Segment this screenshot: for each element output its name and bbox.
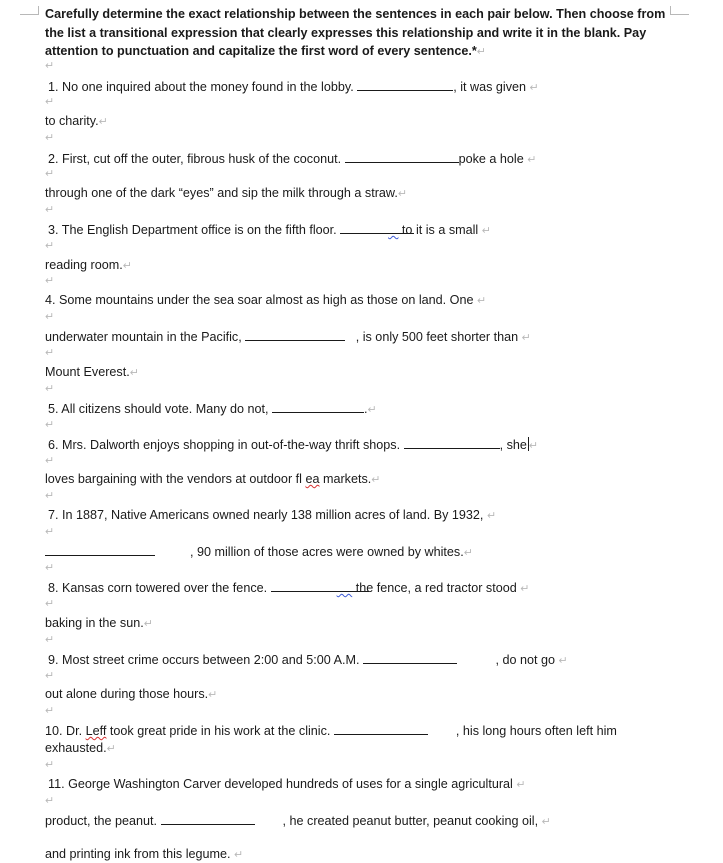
page-margin-corner-left [20, 6, 39, 15]
item-4-text-mid: underwater mountain in the Pacific, [45, 330, 246, 344]
item-6-blank[interactable] [404, 436, 500, 449]
item-11-line-3 [45, 846, 243, 862]
item-3-line-2 [45, 257, 132, 273]
paragraph-mark: ↵ [529, 82, 539, 94]
item-4-line-2 [45, 328, 531, 344]
paragraph-mark: ↵ [481, 225, 491, 237]
item-1-text-end: to charity. [45, 114, 99, 128]
paragraph-mark: ↵ [45, 598, 55, 610]
item-2-blank[interactable] [345, 150, 459, 163]
paragraph-mark: ↵ [397, 188, 408, 200]
item-11-text-mid: product, the peanut. [45, 814, 161, 828]
item-1-line-1 [48, 78, 539, 94]
item-11-text-after: , he created peanut butter, peanut cooking oil, [282, 814, 539, 828]
item-6-text-end-1: loves bargaining with the vendors at outdoor fl [45, 472, 302, 486]
item-4-text: 4. Some mountains under the sea soar almost as high as those on land. One [45, 293, 474, 307]
item-1-text: 1. No one inquired about the money found in the lobby. [48, 80, 358, 94]
item-11-text: 11. George Washington Carver developed hundreds of uses for a single agricultural [48, 777, 513, 791]
item-4-line-3 [45, 364, 139, 380]
item-6-line-2 [45, 471, 380, 487]
item-6-text-end-2: markets. [319, 472, 372, 486]
paragraph-mark: ↵ [45, 455, 55, 467]
item-10-flagged-word: Leff [85, 724, 107, 738]
item-4-text-after: , is only 500 feet shorter than [355, 330, 519, 344]
paragraph-mark: ↵ [463, 547, 473, 559]
item-9-text-after: , do not go [495, 653, 556, 667]
item-9-text-end: out alone during those hours. [45, 687, 209, 701]
item-6-line-1 [48, 436, 538, 452]
item-9-line-1 [48, 651, 568, 667]
instructions-paragraph [45, 5, 685, 62]
paragraph-mark: ↵ [45, 795, 55, 807]
paragraph-mark: ↵ [234, 849, 244, 861]
paragraph-mark: ↵ [45, 168, 55, 180]
item-3-text-after: to it is a small [398, 223, 479, 237]
item-11-line-1 [48, 776, 526, 792]
item-3-flagged-word [388, 230, 398, 236]
paragraph-mark: ↵ [45, 96, 55, 108]
paragraph-mark: ↵ [558, 655, 568, 667]
item-10-blank[interactable] [334, 722, 428, 735]
item-2-line-2 [45, 185, 407, 201]
paragraph-mark: ↵ [208, 689, 218, 701]
paragraph-mark: ↵ [520, 583, 530, 595]
paragraph-mark: ↵ [528, 440, 539, 452]
item-2-line-1 [48, 150, 536, 166]
paragraph-mark: ↵ [45, 526, 55, 538]
item-5-line-1 [48, 400, 377, 416]
item-10-text-end: exhausted. [45, 741, 107, 755]
paragraph-mark: ↵ [527, 154, 537, 166]
paragraph-mark: ↵ [45, 705, 55, 717]
item-10-line-2 [45, 740, 116, 756]
item-7-line-1 [48, 507, 496, 523]
item-3-text: 3. The English Department office is on the fifth floor. [48, 223, 341, 237]
paragraph-mark: ↵ [106, 743, 116, 755]
paragraph-mark: ↵ [45, 419, 55, 431]
paragraph-mark: ↵ [541, 816, 551, 828]
item-10-text-1: 10. Dr. [45, 724, 86, 738]
item-8-line-1 [48, 579, 529, 595]
item-6-flagged-word: ea [305, 472, 320, 486]
item-8-text-after: the fence, a red tractor stood [352, 581, 517, 595]
item-5-text-after: . [364, 402, 368, 416]
paragraph-mark: ↵ [45, 634, 55, 646]
paragraph-mark: ↵ [45, 562, 55, 574]
paragraph-mark: ↵ [45, 132, 55, 144]
item-10-text-after: , his long hours often left him [455, 724, 617, 738]
item-9-line-2 [45, 686, 217, 702]
item-2-text: 2. First, cut off the outer, fibrous husk of the coconut. [48, 152, 345, 166]
paragraph-mark: ↵ [476, 46, 486, 58]
paragraph-mark: ↵ [486, 510, 497, 522]
paragraph-mark: ↵ [367, 404, 377, 416]
paragraph-mark: ↵ [45, 347, 55, 359]
item-10-line-1 [45, 722, 617, 738]
item-5-blank[interactable] [272, 400, 364, 413]
paragraph-mark: ↵ [45, 275, 55, 287]
item-9-text: 9. Most street crime occurs between 2:00 and 5:00 A.M. [48, 653, 363, 667]
item-4-line-1 [45, 292, 486, 308]
item-6-text-after: , she [499, 438, 527, 452]
item-4-text-end: Mount Everest. [45, 365, 130, 379]
item-2-text-end: through one of the dark “eyes” and sip the milk through a straw. [45, 186, 398, 200]
item-11-line-2 [45, 812, 551, 828]
item-9-blank[interactable] [363, 651, 457, 664]
item-7-blank[interactable] [45, 543, 155, 556]
paragraph-mark: ↵ [45, 240, 55, 252]
paragraph-mark: ↵ [45, 490, 55, 502]
item-11-blank[interactable] [161, 812, 255, 825]
item-10-text-2: took great pride in his work at the clinic. [106, 724, 334, 738]
item-1-text-after: , it was given [453, 80, 527, 94]
item-8-line-2 [45, 615, 153, 631]
paragraph-mark: ↵ [45, 311, 55, 323]
item-1-line-2 [45, 113, 108, 129]
item-7-text-after: , 90 million of those acres were owned by whites. [190, 545, 464, 559]
item-7-line-2 [45, 543, 473, 559]
paragraph-mark: ↵ [516, 779, 526, 791]
paragraph-mark: ↵ [122, 260, 132, 272]
item-7-text: 7. In 1887, Native Americans owned nearly 138 million acres of land. By 1932, [48, 508, 484, 522]
item-8-flagged-word [337, 588, 353, 594]
paragraph-mark: ↵ [45, 759, 55, 771]
item-4-blank[interactable] [245, 328, 345, 341]
paragraph-mark: ↵ [129, 367, 139, 379]
paragraph-mark: ↵ [476, 295, 487, 307]
paragraph-mark: ↵ [45, 204, 55, 216]
paragraph-mark: ↵ [45, 60, 55, 72]
item-5-text: 5. All citizens should vote. Many do not, [48, 402, 273, 416]
item-11-text-end: and printing ink from this legume. [45, 847, 231, 861]
paragraph-mark: ↵ [143, 618, 153, 630]
item-6-text: 6. Mrs. Dalworth enjoys shopping in out-of-the-way thrift shops. [48, 438, 404, 452]
paragraph-mark: ↵ [45, 383, 55, 395]
item-8-text: 8. Kansas corn towered over the fence. [48, 581, 271, 595]
paragraph-mark: ↵ [45, 670, 55, 682]
item-3-text-end: reading room. [45, 258, 123, 272]
paragraph-mark: ↵ [371, 474, 381, 486]
paragraph-mark: ↵ [98, 116, 108, 128]
paragraph-mark: ↵ [521, 332, 531, 344]
instructions-text: Carefully determine the exact relationship between the sentences in each pair below. Then choose from the list a transitional expression that clearly expresses this relationship and write it in the blank. Pay attention to punctuation and capitalize the first word of every sentence.* [45, 7, 666, 58]
item-3-line-1 [48, 221, 491, 237]
item-1-blank[interactable] [357, 78, 453, 91]
item-8-text-end: baking in the sun. [45, 616, 144, 630]
item-2-text-after: poke a hole [458, 152, 524, 166]
